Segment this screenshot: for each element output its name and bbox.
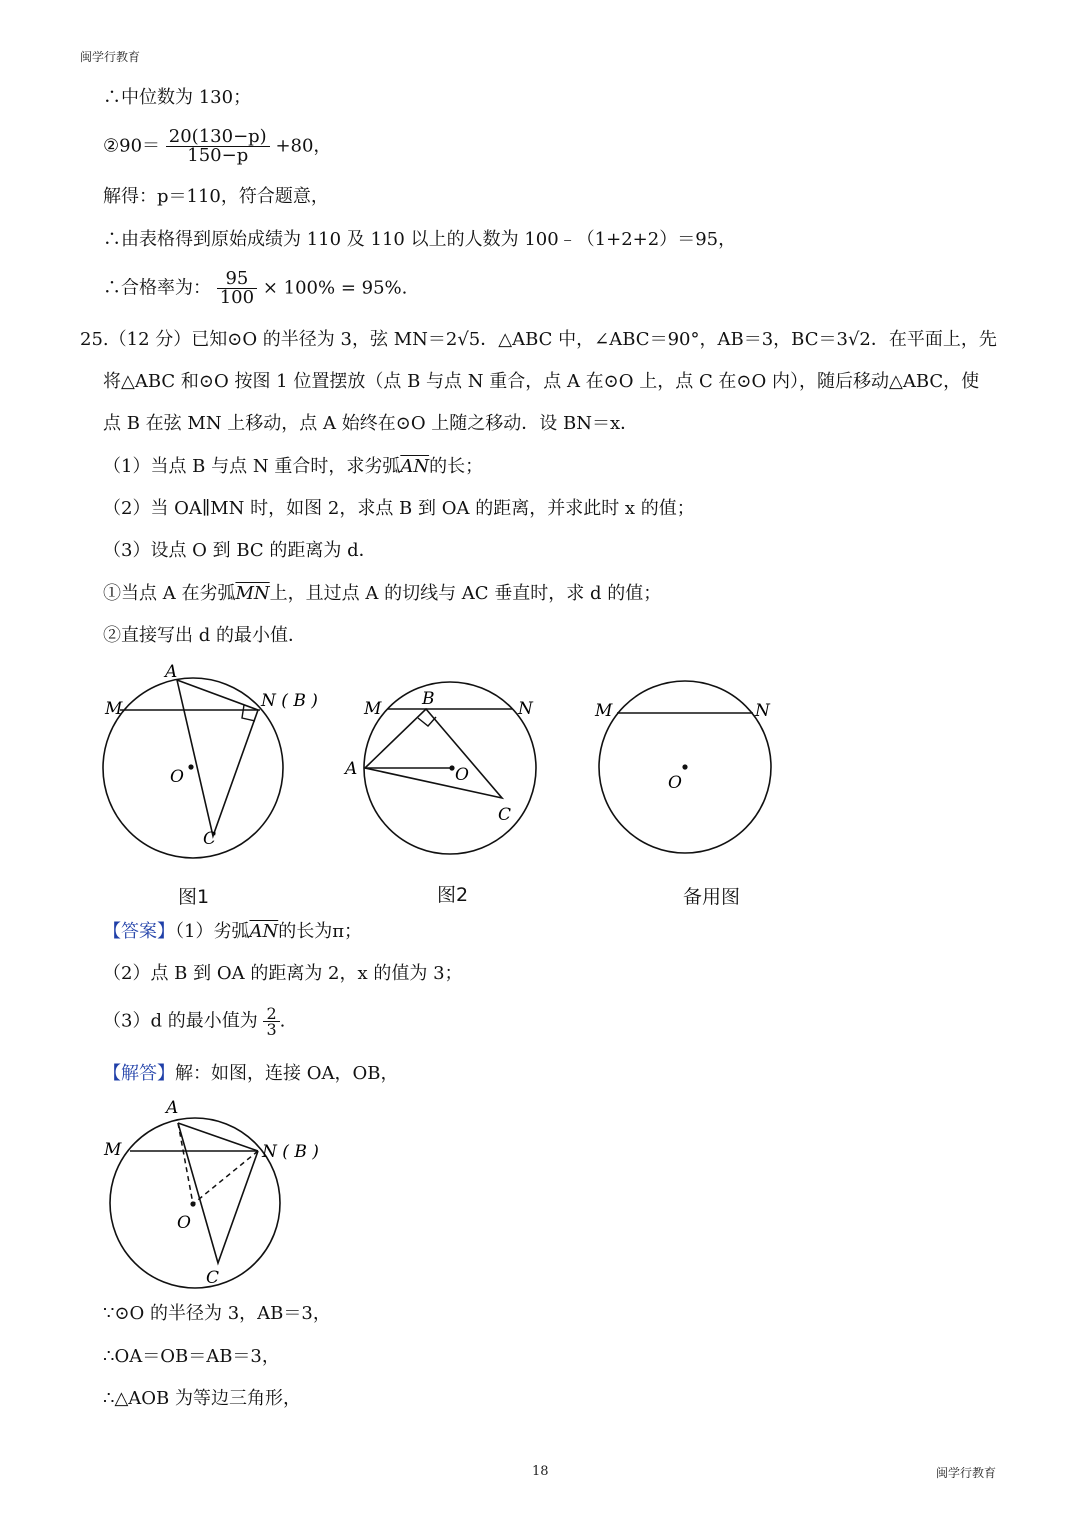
fig2-label-m: M bbox=[364, 699, 382, 719]
caption-fig2: 图2 bbox=[437, 884, 469, 906]
equation-prefix: ②90＝ bbox=[103, 135, 161, 157]
answer1-suffix: 的长为π； bbox=[278, 921, 363, 942]
fig2-label-n: N bbox=[518, 699, 533, 719]
question-part-2: （2）当 OA∥MN 时，如图 2，求点 B 到 OA 的距离，并求此时 x 的值； bbox=[103, 498, 695, 519]
sol-label-m: M bbox=[104, 1140, 122, 1160]
fig1-label-a: A bbox=[165, 662, 178, 682]
fig1-triangle-sides bbox=[177, 680, 258, 836]
fig2-label-a: A bbox=[345, 759, 358, 779]
sol-segment-oa bbox=[178, 1123, 193, 1204]
fig2-label-b: B bbox=[422, 689, 435, 709]
answer-tag: 【答案】 bbox=[103, 921, 175, 942]
answer3-prefix: （3）d 的最小值为 bbox=[103, 1010, 258, 1032]
answer-arc-an: $\overline{AN}$ bbox=[249, 921, 279, 942]
spare-label-o: O bbox=[668, 773, 682, 793]
spare-center-dot bbox=[682, 764, 687, 769]
figure-spare bbox=[585, 680, 785, 860]
spare-label-n: N bbox=[755, 701, 770, 721]
fraction-denominator: 150−p bbox=[187, 145, 249, 166]
fig2-label-c: C bbox=[498, 805, 512, 825]
part1-prefix: （1）当点 B 与点 N 重合时，求劣弧 bbox=[103, 456, 401, 477]
fig1-label-c: C bbox=[203, 829, 217, 849]
pass-rate-suffix: × 100% = 95%. bbox=[262, 277, 408, 299]
pass-rate-denominator: 100 bbox=[219, 287, 255, 308]
equation-fraction bbox=[166, 128, 270, 165]
solution-line-4: ∴△AOB 为等边三角形， bbox=[103, 1388, 301, 1409]
fig1-center-dot bbox=[188, 764, 193, 769]
page-number: 18 bbox=[532, 1464, 549, 1479]
sol-label-nb: N ( B ) bbox=[262, 1142, 319, 1162]
footer-right: 闽学行教育 bbox=[936, 1466, 997, 1480]
answer-fraction bbox=[263, 1006, 279, 1037]
pass-rate-prefix: ∴合格率为： bbox=[103, 277, 211, 299]
question-line-3: 点 B 在弦 MN 上移动，点 A 始终在⊙O 上随之移动．设 BN＝x． bbox=[103, 413, 639, 434]
pass-rate-numerator: 95 bbox=[217, 270, 257, 289]
fig1-label-nb: N ( B ) bbox=[261, 691, 318, 711]
figure-solution bbox=[100, 1095, 340, 1290]
equation-line bbox=[103, 128, 331, 165]
solution-intro: 解：如图，连接 OA，OB， bbox=[175, 1063, 399, 1084]
median-line: ∴中位数为 130； bbox=[103, 87, 252, 108]
count-line: ∴由表格得到原始成绩为 110 及 110 以上的人数为 100﹣（1+2+2）＝95， bbox=[103, 229, 737, 250]
part1-suffix: 的长； bbox=[429, 456, 484, 477]
figure-2 bbox=[340, 680, 560, 860]
arc-an: $\overline{AN}$ bbox=[400, 456, 430, 477]
solution-line-3: ∴OA＝OB＝AB＝3， bbox=[103, 1346, 280, 1367]
answer-numerator: 2 bbox=[263, 1006, 279, 1022]
caption-spare: 备用图 bbox=[683, 886, 741, 908]
pass-rate-line bbox=[103, 270, 407, 307]
fig1-label-o: O bbox=[170, 767, 184, 787]
fig2-triangle bbox=[365, 709, 502, 798]
solution-line-2: ∵⊙O 的半径为 3，AB＝3， bbox=[103, 1303, 331, 1324]
answer-line-2: （2）点 B 到 OA 的距离为 2，x 的值为 3； bbox=[103, 963, 463, 984]
sol-label-c: C bbox=[206, 1268, 220, 1288]
arc-mn: $\overline{MN}$ bbox=[235, 583, 270, 604]
sol-label-o: O bbox=[177, 1213, 191, 1233]
answer-line-3 bbox=[103, 1006, 285, 1037]
caption-fig1: 图1 bbox=[178, 886, 210, 908]
solution-tag: 【解答】 bbox=[103, 1063, 175, 1084]
fig2-center-dot bbox=[449, 765, 454, 770]
answer1-prefix: （1）劣弧 bbox=[175, 921, 250, 942]
question-part-3-2: ②直接写出 d 的最小值． bbox=[103, 625, 306, 646]
answer-line-1 bbox=[103, 920, 362, 944]
question-part-3-1 bbox=[103, 582, 661, 606]
solve-line: 解得：p＝110，符合题意， bbox=[103, 186, 329, 207]
fraction-numerator: 20(130−p) bbox=[166, 128, 270, 147]
question-line-2: 将△ABC 和⊙O 按图 1 位置摆放（点 B 与点 N 重合，点 A 在⊙O 上，点 C 在⊙O 内），随后移动△ABC，使 bbox=[103, 371, 980, 392]
sol-triangle-sides bbox=[178, 1123, 258, 1263]
fig1-label-m: M bbox=[105, 699, 123, 719]
pass-rate-fraction bbox=[217, 270, 257, 307]
solution-line-1 bbox=[103, 1062, 398, 1086]
figure-1 bbox=[95, 660, 335, 860]
question-part-3: （3）设点 O 到 BC 的距离为 d． bbox=[103, 540, 377, 561]
answer3-suffix: . bbox=[279, 1010, 286, 1032]
sol-label-a: A bbox=[166, 1098, 179, 1118]
sol-center-dot bbox=[190, 1201, 195, 1206]
question-part-1 bbox=[103, 455, 483, 479]
answer-denominator: 3 bbox=[266, 1020, 277, 1039]
part31-suffix: 上，且过点 A 的切线与 AC 垂直时，求 d 的值； bbox=[269, 583, 662, 604]
equation-suffix: +80， bbox=[275, 135, 332, 157]
header-left: 闽学行教育 bbox=[80, 50, 141, 64]
fig2-label-o: O bbox=[455, 765, 469, 785]
part31-prefix: ①当点 A 在劣弧 bbox=[103, 583, 236, 604]
sol-side-ab bbox=[178, 1123, 258, 1151]
spare-label-m: M bbox=[595, 701, 613, 721]
question-line-1: 25.（12 分）已知⊙O 的半径为 3，弦 MN＝2√5．△ABC 中，∠ABC＝90°，AB＝3，BC＝3√2．在平面上，先 bbox=[80, 329, 997, 350]
